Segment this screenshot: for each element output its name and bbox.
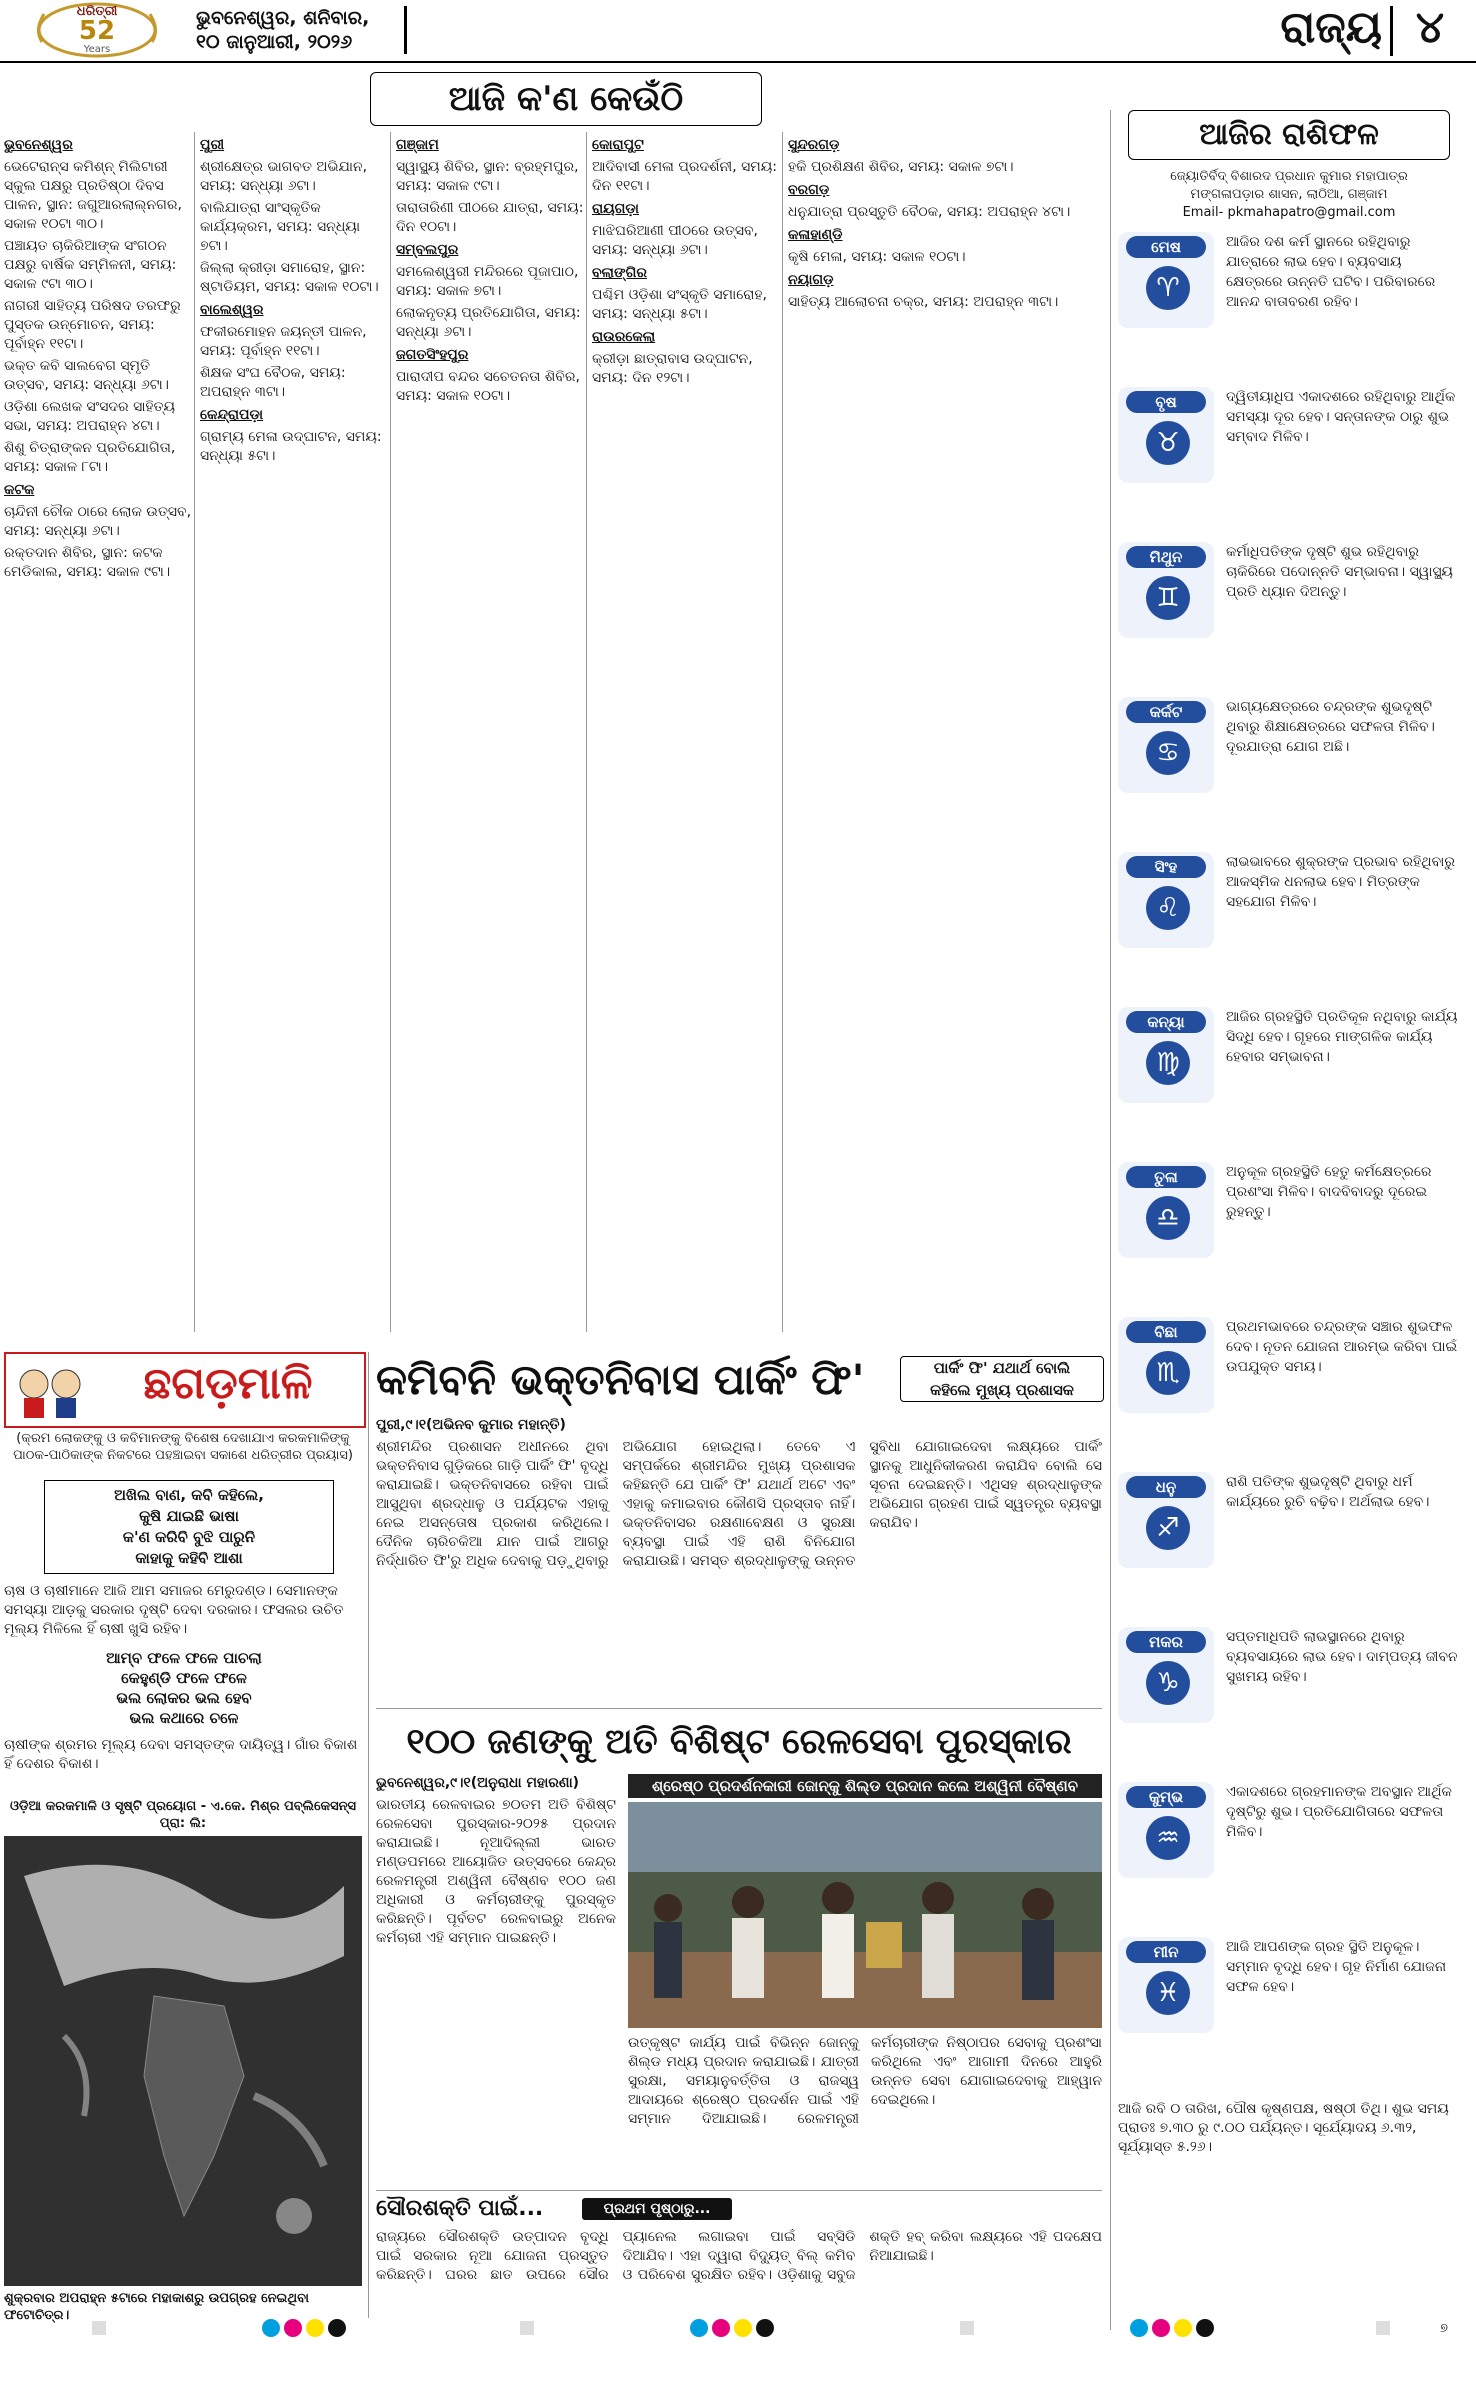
zodiac-badge [1118,1162,1214,1258]
masthead [0,0,1476,60]
zodiac-glyph-icon: ♑ [1146,1661,1190,1705]
events-item: ଭେଟେରାନ୍ସ କମିଶ୍ନ୍ ମିଲିଟାରୀ ସ୍କୁଲ ପକ୍ଷରୁ ପ୍ରତିଷ୍ଠା ଦିବସ ପାଳନ, ସ୍ଥାନ: ଜଗୁଆରଲାଲ୍ନଗର, ସକାଳ ୧୦ଟା ୩୦। [4,159,182,232]
zodiac-glyph-icon: ♋ [1146,731,1190,775]
railway-body-left: ଭାରତୀୟ ରେଳବାଇର ୭୦ତମ ଅତି ବିଶିଷ୍ଟ ରେଳସେବା ପୁରସ୍କାର-୨୦୨୫ ପ୍ରଦାନ କରାଯାଇଛି। ନୂଆଦିଲ୍ଲୀ ଭାରତ ମଣ୍ଡପମରେ ଆୟୋଜିତ ଉତ୍ସବରେ କେନ୍ଦ୍ର ରେଳମନ୍ତ୍ରୀ ଅଶ୍ୱିନୀ ବୈଷ୍ଣବ ୧୦୦ ଜଣ ଅଧିକାରୀ ଓ କର୍ମଚାରୀଙ୍କୁ ପୁରସ୍କୃତ କରିଛନ୍ତି। ପୂର୍ବତଟ ରେଳବାଇରୁ ଅନେକ କର୍ମଚାରୀ ଏହି ସମ୍ମାନ ପାଇଛନ୍ତି। [376,1797,616,1946]
zodiac-glyph-icon: ♈ [1146,266,1190,310]
zodiac-row [1118,1468,1460,1616]
events-district-heading: ଗଞ୍ଜାମ [396,137,439,153]
zodiac-badge [1118,697,1214,793]
events-item: କ୍ରୀଡ଼ା ଛାତ୍ରାବାସ ଉଦ୍‌ଘାଟନ, ସମୟ: ଦିନ ୧୨ଟା। [592,351,753,386]
events-item: ଶ୍ରୀକ୍ଷେତ୍ର ଭାଗବତ ଅଭିଯାନ, ସମୟ: ସନ୍ଧ୍ୟା ୬ଟା। [200,159,368,194]
events-column [788,132,1100,1332]
zodiac-badge [1118,232,1214,328]
events-item: ନାଗରୀ ସାହିତ୍ୟ ପରିଷଦ ତରଫରୁ ପୁସ୍ତକ ଉନ୍ମୋଚନ, ସମୟ: ପୂର୍ବାହ୍ନ ୧୧ଟା। [4,298,181,352]
parking-headline: କମିବନି ଭକ୍ତନିବାସ ପାର୍କିଂ ଫି' [376,1355,865,1404]
dateline-date: ୧୦ ଜାନୁଆରୀ, ୨୦୨୬ [196,31,353,53]
events-district-heading: କଳାହାଣ୍ଡି [788,227,843,243]
kicker-line: କହିଲେ ମୁଖ୍ୟ ପ୍ରଶାସକ [930,1381,1074,1399]
zodiac-glyph-icon: ♊ [1146,576,1190,620]
events-district-heading: ପୁରୀ [200,137,225,153]
verse-line: କାହାକୁ କହିବି ଆଶା [135,1549,243,1567]
panchang-text: ଆଜି ରବି ୦ ତାରିଖ, ପୌଷ କୃଷ୍ଣପକ୍ଷ, ଷଷ୍ଠୀ ତିଥି। ଶୁଭ ସମୟ ପ୍ରାତଃ ୭.୩୦ ରୁ ୯.୦୦ ପର୍ଯ୍ୟନ୍ତ। ସୂର୍ଯ୍ୟୋଦୟ ୬.୩୨, ସୂର୍ଯ୍ୟାସ୍ତ ୫.୨୬। [1118,2101,1449,2155]
events-item: ଭକ୍ତ କବି ସାଲବେଗ ସ୍ମୃତି ଉତ୍ସବ, ସମୟ: ସନ୍ଧ୍ୟା ୬ଟା। [4,358,169,393]
zodiac-row [1118,1778,1460,1926]
events-district-heading: ସମ୍ବଲପୁର [396,242,459,258]
zodiac-name: କର୍କଟ [1126,701,1206,723]
cartoon-header [4,1352,366,1428]
events-item: ଫକୀରମୋହନ ଜୟନ୍ତୀ ପାଳନ, ସମୟ: ପୂର୍ବାହ୍ନ ୧୧ଟା। [200,324,367,359]
events-item: ପଞ୍ଚାୟତ ଚାକିରିଆଙ୍କ ସଂଗଠନ ପକ୍ଷରୁ ବାର୍ଷିକ ସମ୍ମିଳନୀ, ସମୟ: ସକାଳ ୯ଟା ୩୦। [4,238,177,292]
zodiac-glyph-icon: ♏ [1146,1351,1190,1395]
cartoon-closing: ଚାଷୀଙ୍କ ଶ୍ରମର ମୂଲ୍ୟ ଦେବା ସମସ୍ତଙ୍କ ଦାୟିତ୍ୱ। ଗାଁର ବିକାଶ ହିଁ ଦେଶର ବିକାଶ। [4,1737,358,1772]
events-district-heading: ନୟାଗଡ଼ [788,272,834,288]
couplet-line: ଆମ୍ବ ଫଳେ ଫଳେ ପାଚଲା [106,1649,262,1667]
events-item: ଚାନ୍ଦିନୀ ଚୌକ ଠାରେ ଲୋକ ଉତ୍ସବ, ସମୟ: ସନ୍ଧ୍ୟା ୬ଟା। [4,504,192,539]
zodiac-badge [1118,1937,1214,2033]
zodiac-name: ସିଂହ [1126,856,1206,878]
zodiac-prediction: ଆଜିର ଗ୍ରହସ୍ଥିତି ପ୍ରତିକୂଳ ନଥିବାରୁ କାର୍ଯ୍ୟ ସିଦ୍ଧି ହେବ। ଗୃହରେ ମାଙ୍ଗଳିକ କାର୍ଯ୍ୟ ହେବାର ସମ୍ଭାବନା। [1226,1009,1458,1065]
events-district-heading: ବରଗଡ଼ [788,182,830,198]
events-column [4,132,192,1332]
zodiac-prediction: ଏକାଦଶରେ ଗ୍ରହମାନଙ୍କ ଅବସ୍ଥାନ ଆର୍ଥିକ ଦୃଷ୍ଟିରୁ ଶୁଭ। ପ୍ରତିଯୋଗିତାରେ ସଫଳତା ମିଳିବ। [1226,1784,1452,1840]
section-title: ରାଜ୍ୟ [1280,2,1382,53]
kicker-line: ପାର୍କିଂ ଫି' ଯଥାର୍ଥ ବୋଲି [933,1359,1071,1377]
events-item: ରକ୍ତଦାନ ଶିବିର, ସ୍ଥାନ: କଟକ ମେଡିକାଲ, ସମୟ: ସକାଳ ୯ଟା। [4,545,171,580]
parking-body: ଶ୍ରୀମନ୍ଦିର ପ୍ରଶାସନ ଅଧୀନରେ ଥିବା ଭକ୍ତନିବାସ ଗୁଡ଼ିକରେ ଗାଡ଼ି ପାର୍କିଂ ଫି' ବୃଦ୍ଧି କରାଯାଇଛି। ଭକ୍ତନିବାସରେ ରହିବା ପାଇଁ ଆସୁଥିବା ଶ୍ରଦ୍ଧାଳୁ ଓ ପର୍ଯ୍ୟଟକ ଏହାକୁ ନେଇ ଅସନ୍ତୋଷ ପ୍ରକାଶ କରିଥିଲେ। ଦୈନିକ ଚାରିଚକିଆ ଯାନ ପାଇଁ ଆଗରୁ ନିର୍ଦ୍ଧାରିତ ଫି'ରୁ ଅଧିକ ଦେବାକୁ ପଡ଼ୁଥିବାରୁ ଅଭିଯୋଗ ହୋଇଥିଲା। ତେବେ ଏ ସମ୍ପର୍କରେ ଶ୍ରୀମନ୍ଦିର ମୁଖ୍ୟ ପ୍ରଶାସକ କହିଛନ୍ତି ଯେ ପାର୍କିଂ ଫି' ଯଥାର୍ଥ ଅଟେ ଏବଂ ଏହାକୁ କମାଇବାର କୌଣସି ପ୍ରସ୍ତାବ ନାହିଁ। ଭକ୍ତନିବାସର ରକ୍ଷଣାବେକ୍ଷଣ ଓ ସୁରକ୍ଷା ବ୍ୟବସ୍ଥା ପାଇଁ ଏହି ରାଶି ବିନିଯୋଗ କରାଯାଉଛି। ସମସ୍ତ ଶ୍ରଦ୍ଧାଳୁଙ୍କୁ ଉନ୍ନତ ସୁବିଧା ଯୋଗାଇଦେବା ଲକ୍ଷ୍ୟରେ ପାର୍କିଂ ସ୍ଥାନକୁ ଆଧୁନିକୀକରଣ କରାଯିବ ବୋଲି ସେ ସୂଚନା ଦେଇଛନ୍ତି। ଏଥିସହ ଶ୍ରଦ୍ଧାଳୁଙ୍କ ଅଭିଯୋଗ ଗ୍ରହଣ ପାଇଁ ସ୍ୱତନ୍ତ୍ର ବ୍ୟବସ୍ଥା କରାଯିବ। [376,1439,1102,1569]
events-district-heading: ରାୟଗଡ଼ା [592,201,639,217]
events-item: ଲୋକନୃତ୍ୟ ପ୍ରତିଯୋଗିତା, ସମୟ: ସନ୍ଧ୍ୟା ୬ଟା। [396,305,581,340]
cartoon-subtitle: (କ୍ରମ ଲୋକଙ୍କୁ ଓ କବିମାନଙ୍କୁ ବିଶେଷ ଦେଖାଯାଏ କରକମାଳିଙ୍କୁ ପାଠକ-ପାଠିକାଙ୍କ ନିକଟରେ ପହଞ୍ଚାଇବା ସକାଶେ ଧରିତ୍ରୀର ପ୍ରୟାସ) [13,1431,353,1463]
cartoon-section [4,1352,362,1831]
events-district-heading: ବଲାଙ୍ଗିର [592,265,647,281]
zodiac-badge [1118,1782,1214,1878]
zodiac-row [1118,1003,1460,1151]
satellite-map-icon [4,1836,362,2286]
horoscope-email: Email- pkmahapatro@gmail.com [1182,205,1396,220]
events-item: ସ୍ୱାସ୍ଥ୍ୟ ଶିବିର, ସ୍ଥାନ: ବ୍ରହ୍ମପୁର, ସମୟ: ସକାଳ ୯ଟା। [396,159,579,194]
events-item: ସାହିତ୍ୟ ଆଲୋଚନା ଚକ୍ର, ସମୟ: ଅପରାହ୍ନ ୩ଟା। [788,294,1059,310]
zodiac-name: ବୃଷ [1126,391,1206,413]
zodiac-row [1118,848,1460,996]
events-item: ଜିଲ୍ଲା କ୍ରୀଡ଼ା ସମାରୋହ, ସ୍ଥାନ: ଷ୍ଟାଡିୟମ, ସମୟ: ସକାଳ ୧୦ଟା। [200,260,379,295]
parking-kicker [900,1356,1104,1402]
zodiac-prediction: ଲାଭଭାବରେ ଶୁକ୍ରଙ୍କ ପ୍ରଭାବ ରହିଥିବାରୁ ଆକସ୍ମିକ ଧନଲାଭ ହେବ। ମିତ୍ରଙ୍କ ସହଯୋଗ ମିଳିବ। [1226,854,1455,910]
footer-page-mark: ୭ [1440,2321,1448,2336]
satellite-image [4,1836,362,2286]
events-district-heading: ବାଲେଶ୍ୱର [200,302,264,318]
zodiac-name: ମିଥୁନ [1126,546,1206,568]
award-ceremony-photo-icon [628,1802,1102,2028]
zodiac-badge [1118,1317,1214,1413]
zodiac-name: ମୀନ [1126,1941,1206,1963]
zodiac-row [1118,228,1460,376]
anniversary-logo [22,2,172,58]
couplet-line: କେହୁଣ୍ଡି ଫଳେ ଫଳେ [121,1669,247,1687]
verse-line: କୁଷି ଯାଇଛି ଭାଷା [139,1507,239,1525]
couplet-line: ଭଲ ଲୋକର ଭଲ ହେବ [116,1689,252,1707]
zodiac-row [1118,1158,1460,1306]
cartoon-prose: ଚାଷ ଓ ଚାଷୀମାନେ ଆଜି ଆମ ସମାଜର ମେରୁଦଣ୍ଡ। ସେମାନଙ୍କ ସମସ୍ୟା ଆଡ଼କୁ ସରକାର ଦୃଷ୍ଟି ଦେବା ଦରକାର। ଫସଲର ଉଚିତ ମୂଲ୍ୟ ମିଳିଲେ ହିଁ ଚାଷୀ ଖୁସି ରହିବ। [4,1583,344,1637]
horoscope-title: ଆଜିର ରାଶିଫଳ [1128,110,1450,160]
zodiac-row [1118,1313,1460,1461]
events-item: ସମଲେଶ୍ୱରୀ ମନ୍ଦିରରେ ପୂଜାପାଠ, ସମୟ: ସକାଳ ୭ଟା। [396,264,579,299]
zodiac-badge [1118,387,1214,483]
cartoon-couplet [64,1648,304,1728]
footer-marks [0,2318,1476,2339]
zodiac-glyph-icon: ♎ [1146,1196,1190,1240]
railway-body-bottom: ଉତ୍କୃଷ୍ଟ କାର୍ଯ୍ୟ ପାଇଁ ବିଭିନ୍ନ ଜୋନ୍‌କୁ ଶିଲ୍ଡ ମଧ୍ୟ ପ୍ରଦାନ କରାଯାଇଛି। ଯାତ୍ରୀ ସୁରକ୍ଷା, ସମୟାନୁବର୍ତ୍ତିତା ଓ ରାଜସ୍ୱ ଆଦାୟରେ ଶ୍ରେଷ୍ଠ ପ୍ରଦର୍ଶନ ପାଇଁ ଏହି ସମ୍ମାନ ଦିଆଯାଇଛି। ରେଳମନ୍ତ୍ରୀ କର୍ମଚାରୀଙ୍କ ନିଷ୍ଠାପର ସେବାକୁ ପ୍ରଶଂସା କରିଥିଲେ ଏବଂ ଆଗାମୀ ଦିନରେ ଆହୁରି ଉନ୍ନତ ସେବା ଯୋଗାଇଦେବାକୁ ଆହ୍ୱାନ ଦେଇଥିଲେ। [628,2035,1102,2127]
events-district-heading: କେନ୍ଦ୍ରାପଡ଼ା [200,407,264,423]
zodiac-glyph-icon: ♌ [1146,886,1190,930]
cartoon-faces-icon [12,1360,92,1420]
solar-body: ରାଜ୍ୟରେ ସୌରଶକ୍ତି ଉତ୍ପାଦନ ବୃଦ୍ଧି ପାଇଁ ସରକାର ନୂଆ ଯୋଜନା ପ୍ରସ୍ତୁତ କରିଛନ୍ତି। ଘରର ଛାତ ଉପରେ ସୌର ପ୍ୟାନେଲ ଲଗାଇବା ପାଇଁ ସବ୍‌ସିଡି ଦିଆଯିବ। ଏହା ଦ୍ୱାରା ବିଦ୍ୟୁତ୍ ବିଲ୍ କମିବ ଓ ପରିବେଶ ସୁରକ୍ଷିତ ରହିବ। ଓଡ଼ିଶାକୁ ସବୁଜ ଶକ୍ତି ହବ୍ କରିବା ଲକ୍ଷ୍ୟରେ ଏହି ପଦକ୍ଷେପ ନିଆଯାଇଛି। [376,2229,1102,2283]
cartoon-verse [44,1480,334,1574]
zodiac-prediction: ଅନୁକୂଳ ଗ୍ରହସ୍ଥିତି ହେତୁ କର୍ମକ୍ଷେତ୍ରରେ ପ୍ରଶଂସା ମିଳିବ। ବାଦବିବାଦରୁ ଦୂରେଇ ରୁହନ୍ତୁ। [1226,1164,1432,1220]
zodiac-row [1118,538,1460,686]
zodiac-prediction: କର୍ମାଧିପତିଙ୍କ ଦୃଷ୍ଟି ଶୁଭ ରହିଥିବାରୁ ଚାକିରିରେ ପଦୋନ୍ନତି ସମ୍ଭାବନା। ସ୍ୱାସ୍ଥ୍ୟ ପ୍ରତି ଧ୍ୟାନ ଦିଅନ୍ତୁ। [1226,544,1453,600]
zodiac-badge [1118,1627,1214,1723]
parking-byline: ପୁରୀ,୯।୧(ଅଭିନବ କୁମାର ମହାନ୍ତି) [376,1417,566,1433]
events-column [592,132,780,1332]
events-item: ଆଦିବାସୀ ମେଳା ପ୍ରଦର୍ଶନୀ, ସମୟ: ଦିନ ୧୧ଟା। [592,159,777,194]
zodiac-name: ତୁଳା [1126,1166,1206,1188]
events-item: ଧନୁଯାତ୍ରା ପ୍ରସ୍ତୁତି ବୈଠକ, ସମୟ: ଅପରାହ୍ନ ୪ଟା। [788,204,1071,220]
zodiac-row [1118,383,1460,531]
events-item: ପଶ୍ଚିମ ଓଡ଼ିଶା ସଂସ୍କୃତି ସମାରୋହ, ସମୟ: ସନ୍ଧ୍ୟା ୫ଟା। [592,287,767,322]
satellite-caption: ଶୁକ୍ରବାର ଅପରାହ୍ନ ୫ଟାରେ ମହାକାଶରୁ ଉପଗ୍ରହ ନେଇଥିବା ଫଟୋଚିତ୍ର। [4,2291,309,2323]
cmyk-marks [690,2319,778,2341]
zodiac-badge [1118,1472,1214,1568]
events-item: ଶିଶୁ ଚିତ୍ରାଙ୍କନ ପ୍ରତିଯୋଗିତା, ସମୟ: ସକାଳ ୮ଟା। [4,440,176,475]
railway-story [376,1716,1102,2186]
events-item: କୃଷି ମେଳା, ସମୟ: ସକାଳ ୧୦ଟା। [788,249,966,265]
zodiac-name: ବିଛା [1126,1321,1206,1343]
railway-photo-caption: ଶ୍ରେଷ୍ଠ ପ୍ରଦର୍ଶନକାରୀ ଜୋନ୍‌କୁ ଶିଲ୍ଡ ପ୍ରଦାନ କଲେ ଅଶ୍ୱିନୀ ବୈଷ୍ଣବ [628,1774,1102,1798]
cmyk-marks [1130,2319,1218,2341]
events-district-heading: କଟକ [4,482,35,498]
zodiac-badge [1118,852,1214,948]
zodiac-glyph-icon: ♉ [1146,421,1190,465]
zodiac-glyph-icon: ♐ [1146,1506,1190,1550]
zodiac-prediction: ସପ୍ତମାଧିପତି ଲାଭସ୍ଥାନରେ ଥିବାରୁ ବ୍ୟବସାୟରେ ଲାଭ ହେବ। ଦାମ୍ପତ୍ୟ ଜୀବନ ସୁଖମୟ ରହିବ। [1226,1629,1458,1685]
verse-line: କ'ଣ କରିବି ବୁଝି ପାରୁନି [122,1528,256,1546]
cartoon-credit: ଓଡ଼ିଆ କରକମାଳି ଓ ସୃଷ୍ଟି ପ୍ରୟୋଗ - ଏ.କେ. ମିଶ୍ର ପବ୍ଲିକେସନ୍ସ ପ୍ରା: ଲି: [9,1799,357,1831]
solar-headline: ସୌରଶକ୍ତି ପାଇଁ... [376,2196,544,2221]
zodiac-row [1118,693,1460,841]
dateline [196,6,396,54]
cartoon-title: ଛଗଡ଼ମାଳି [143,1358,313,1409]
zodiac-badge [1118,1007,1214,1103]
brand-name: ଧରିତ୍ରୀ [76,4,118,19]
events-column [396,132,584,1332]
horoscope-author: ଜ୍ୟୋତିର୍ବିଦ୍‌ ବିଶାରଦ ପ୍ରଧାନ କୁମାର ମହାପାତ୍ର [1170,169,1408,184]
events-column [200,132,388,1332]
zodiac-row [1118,1933,1460,2081]
zodiac-glyph-icon: ♓ [1146,1971,1190,2015]
zodiac-name: ଧନୁ [1126,1476,1206,1498]
zodiac-prediction: ପ୍ରଥମଭାବରେ ଚନ୍ଦ୍ରଙ୍କ ସଞ୍ଚାର ଶୁଭଫଳ ଦେବ। ନୂତନ ଯୋଜନା ଆରମ୍ଭ କରିବା ପାଇଁ ଉପଯୁକ୍ତ ସମୟ। [1226,1319,1458,1375]
zodiac-badge [1118,542,1214,638]
events-item: ବାଲିଯାତ୍ରା ସାଂସ୍କୃତିକ କାର୍ଯ୍ୟକ୍ରମ, ସମୟ: ସନ୍ଧ୍ୟା ୭ଟା। [200,200,361,254]
years-label: Years [83,44,111,55]
cmyk-marks [262,2319,350,2341]
railway-photo [628,1802,1102,2028]
events-item: ଗ୍ରାମ୍ୟ ମେଳା ଉଦ୍‌ଘାଟନ, ସମୟ: ସନ୍ଧ୍ୟା ୫ଟା। [200,429,382,464]
solar-story [376,2196,1102,2320]
zodiac-prediction: ଦ୍ୱିତୀୟାଧିପ ଏକାଦଶରେ ରହିଥିବାରୁ ଆର୍ଥିକ ସମସ୍ୟା ଦୂର ହେବ। ସନ୍ତାନଙ୍କ ଠାରୁ ଶୁଭ ସମ୍ବାଦ ମିଳିବ। [1226,389,1456,445]
zodiac-name: କୁମ୍ଭ [1126,1786,1206,1808]
zodiac-prediction: ଆଜି ଆପଣଙ୍କ ଗ୍ରହ ସ୍ଥିତି ଅନୁକୂଳ। ସମ୍ମାନ ବୃଦ୍ଧି ହେବ। ଗୃହ ନିର୍ମାଣ ଯୋଜନା ସଫଳ ହେବ। [1226,1939,1447,1995]
zodiac-prediction: ଆଜିର ଦଶ କର୍ମ ସ୍ଥାନରେ ରହିଥିବାରୁ ଯାତ୍ରାରେ ଲାଭ ହେବ। ବ୍ୟବସାୟ କ୍ଷେତ୍ରରେ ଉନ୍ନତି ଘଟିବ। ପରିବାରରେ ଆନନ୍ଦ ବାତାବରଣ ରହିବ। [1226,234,1436,310]
railway-byline: ଭୁବନେଶ୍ୱର,୯।୧(ଅନୁରାଧା ମହାରଣା) [376,1775,580,1791]
zodiac-name: ମକର [1126,1631,1206,1653]
events-item: ଓଡ଼ିଶା ଲେଖକ ସଂସଦର ସାହିତ୍ୟ ସଭା, ସମୟ: ଅପରାହ୍ନ ୪ଟା। [4,399,176,434]
events-item: ପାରାଦୀପ ବନ୍ଦର ସଚେତନତା ଶିବିର, ସମୟ: ସକାଳ ୧୦ଟା। [396,369,580,404]
events-item: ମାଝିଘରିଆଣୀ ପୀଠରେ ଉତ୍ସବ, ସମୟ: ସନ୍ଧ୍ୟା ୬ଟା। [592,223,758,258]
events-district-heading: ଭୁବନେଶ୍ୱର [4,137,73,153]
events-district-heading: ଜଗତସିଂହପୁର [396,347,469,363]
events-district-heading: ସୁନ୍ଦରଗଡ଼ [788,137,840,153]
horoscope-address: ମଙ୍ଗଳାପଡ଼ାର ଶାସନ, ଲାଠିଆ, ଗଞ୍ଜାମ [1190,187,1388,202]
page-number: ୪ [1415,2,1445,53]
dateline-day: ଭୁବନେଶ୍ୱର, ଶନିବାର, [196,7,370,29]
years-number: 52 [78,16,116,46]
horoscope-section [1118,110,1460,2390]
events-item: ତାରାତାରିଣୀ ପୀଠରେ ଯାତ୍ରା, ସମୟ: ଦିନ ୧୦ଟା। [396,200,584,235]
solar-tag: ପ୍ରଥମ ପୃଷ୍ଠାରୁ... [582,2198,732,2220]
zodiac-glyph-icon: ♒ [1146,1816,1190,1860]
events-district-heading: ରାଉରକେଲା [592,329,656,345]
parking-story [376,1352,1102,1702]
zodiac-prediction: ରାଶି ପତିଙ୍କ ଶୁଭଦୃଷ୍ଟି ଥିବାରୁ ଧର୍ମ କାର୍ଯ୍ୟରେ ରୁଚି ବଢ଼ିବ। ଅର୍ଥଲାଭ ହେବ। [1226,1474,1430,1510]
zodiac-name: ମେଷ [1126,236,1206,258]
couplet-line: ଭଲ କଥାରେ ଚଳେ [129,1709,239,1727]
zodiac-prediction: ଭାଗ୍ୟକ୍ଷେତ୍ରରେ ଚନ୍ଦ୍ରଙ୍କ ଶୁଭଦୃଷ୍ଟି ଥିବାରୁ ଶିକ୍ଷାକ୍ଷେତ୍ରରେ ସଫଳତା ମିଳିବ। ଦୂରଯାତ୍ରା ଯୋଗ ଅଛି। [1226,699,1435,755]
events-item: ଶିକ୍ଷକ ସଂଘ ବୈଠକ, ସମୟ: ଅପରାହ୍ନ ୩ଟା। [200,365,346,400]
events-district-heading: କୋରାପୁଟ [592,137,644,153]
events-item: ହକି ପ୍ରଶିକ୍ଷଣ ଶିବିର, ସମୟ: ସକାଳ ୭ଟା। [788,159,1014,175]
zodiac-row [1118,1623,1460,1771]
verse-line: ଅଖିଲ ବାଣ, କବି କହିଲେ, [114,1486,264,1504]
events-banner: ଆଜି କ'ଣ କେଉଁଠି [370,72,762,126]
zodiac-glyph-icon: ♍ [1146,1041,1190,1085]
zodiac-name: କନ୍ୟା [1126,1011,1206,1033]
railway-headline: ୧୦୦ ଜଣଙ୍କୁ ଅତି ବିଶିଷ୍ଟ ରେଳସେବା ପୁରସ୍କାର [406,1722,1072,1762]
